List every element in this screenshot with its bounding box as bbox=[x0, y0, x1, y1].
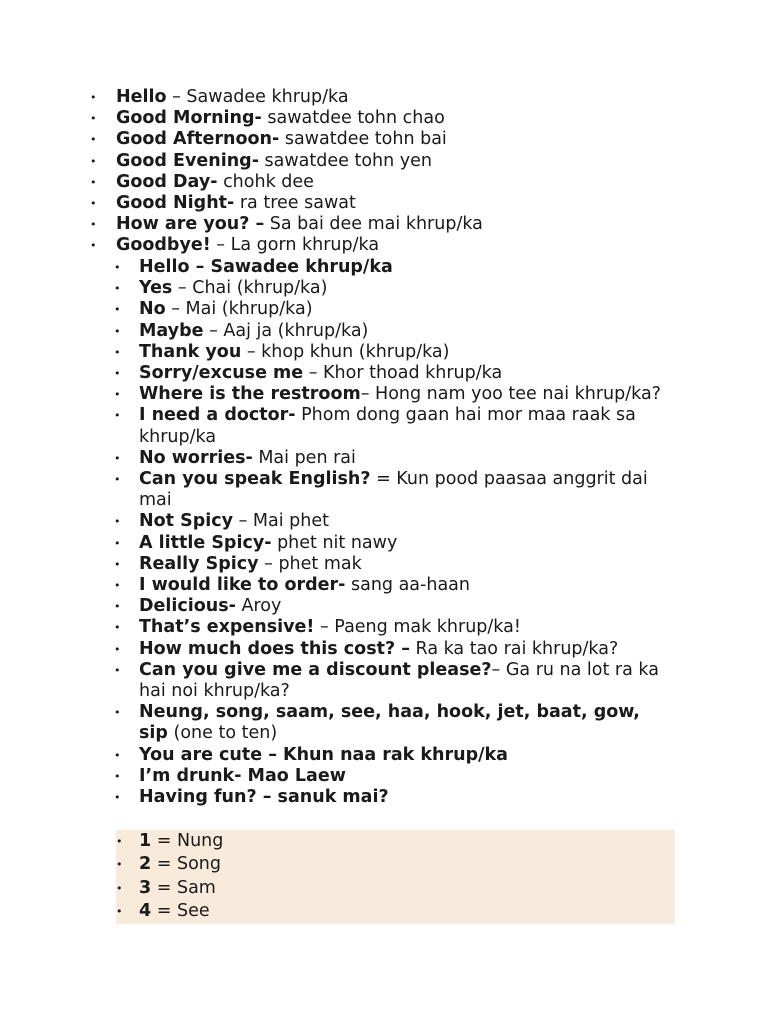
numbers-list bbox=[116, 830, 675, 924]
phrase-term: I’m drunk- Mao Laew bbox=[139, 765, 346, 786]
bullet-icon: • bbox=[116, 858, 123, 872]
phrase-translation: – Mai phet bbox=[233, 511, 329, 532]
list-item bbox=[90, 151, 690, 172]
phrase-translation: = Nung bbox=[151, 831, 224, 851]
phrase-term: Good Evening- bbox=[116, 150, 259, 171]
phrase-term: Can you speak English? bbox=[139, 469, 371, 490]
phrase-term: No bbox=[139, 299, 166, 320]
phrase-term: Really Spicy bbox=[139, 553, 259, 574]
phrase-term: Maybe bbox=[139, 320, 204, 341]
phrase-translation: Phom dong gaan hai mor maa raak sa khrup/ka bbox=[139, 405, 636, 447]
phrase-term: Good Night- bbox=[116, 193, 235, 214]
phrase-translation: – khop khun (khrup/ka) bbox=[241, 341, 450, 362]
bullet-icon: • bbox=[114, 473, 121, 487]
phrase-term: Good Morning- bbox=[116, 108, 262, 129]
phrase-term: Yes bbox=[139, 278, 173, 299]
phrase-term: No worries- bbox=[139, 447, 253, 468]
list-item bbox=[90, 193, 690, 214]
list-item bbox=[114, 321, 674, 342]
list-item bbox=[114, 745, 674, 766]
bullet-icon: • bbox=[90, 239, 97, 253]
phrase-term: 4 bbox=[139, 901, 152, 922]
bullet-icon: • bbox=[114, 557, 121, 571]
list-item bbox=[90, 172, 690, 193]
list-item bbox=[114, 596, 674, 617]
list-item bbox=[90, 235, 690, 256]
phrase-translation: = Sam bbox=[151, 877, 216, 898]
list-item bbox=[114, 257, 674, 278]
phrase-term: How are you? – bbox=[116, 214, 265, 235]
bullet-icon: • bbox=[114, 536, 121, 550]
list-item bbox=[114, 533, 674, 554]
bullet-icon: • bbox=[114, 367, 121, 381]
list-item bbox=[116, 830, 675, 853]
bullet-icon: • bbox=[114, 642, 121, 656]
phrase-translation: sawatdee tohn bai bbox=[279, 129, 447, 150]
list-item bbox=[116, 900, 675, 923]
list-item bbox=[116, 877, 675, 900]
phrase-translation: – Ga ru na lot ra ka hai noi khrup/ka? bbox=[139, 659, 659, 702]
bullet-icon: • bbox=[114, 282, 121, 296]
phrase-translation: – Khor thoad khrup/ka bbox=[303, 363, 503, 384]
phrase-term: Goodbye! bbox=[116, 235, 211, 256]
list-item bbox=[114, 469, 674, 511]
phrase-translation: = See bbox=[151, 901, 210, 922]
phrase-translation: phet nit nawy bbox=[271, 532, 398, 553]
phrase-term: 3 bbox=[139, 877, 152, 898]
phrase-translation: – Aaj ja (khrup/ka) bbox=[203, 320, 369, 341]
phrase-term: I would like to order- bbox=[139, 575, 346, 596]
bullet-icon: • bbox=[114, 451, 121, 465]
phrase-translation: Ra ka tao rai khrup/ka? bbox=[409, 638, 619, 659]
bullet-icon: • bbox=[114, 388, 121, 402]
phrase-translation: Aroy bbox=[235, 596, 282, 617]
list-item bbox=[114, 554, 674, 575]
list-item bbox=[114, 575, 674, 596]
list-item bbox=[114, 342, 674, 363]
list-item bbox=[114, 384, 674, 405]
phrase-translation: – Sawadee khrup/ka bbox=[166, 87, 349, 107]
phrase-term: Where is the restroom bbox=[139, 384, 361, 405]
phrase-translation: – Mai (khrup/ka) bbox=[165, 299, 313, 320]
phrase-translation: Mai pen rai bbox=[252, 447, 356, 468]
bullet-icon: • bbox=[90, 197, 97, 211]
bullet-icon: • bbox=[116, 835, 123, 848]
bullet-icon: • bbox=[90, 133, 97, 147]
phrase-translation: = Kun pood paasaa anggrit dai mai bbox=[139, 469, 648, 511]
bullet-icon: • bbox=[90, 112, 97, 126]
phrase-term: Thank you bbox=[139, 341, 242, 362]
bullet-icon: • bbox=[116, 905, 123, 919]
phrase-translation: sang aa-haan bbox=[345, 575, 470, 596]
phrase-translation: – Chai (khrup/ka) bbox=[172, 278, 328, 299]
phrase-translation: sawatdee tohn chao bbox=[261, 108, 445, 129]
bullet-icon: • bbox=[114, 706, 121, 720]
phrase-term: Having fun? – sanuk mai? bbox=[139, 787, 389, 808]
list-item bbox=[114, 299, 674, 320]
list-item bbox=[114, 787, 674, 808]
list-item bbox=[114, 278, 674, 299]
phrase-translation: – Hong nam yoo tee nai khrup/ka? bbox=[360, 384, 661, 405]
bullet-icon: • bbox=[116, 881, 123, 895]
bullet-icon: • bbox=[114, 769, 121, 783]
list-item bbox=[90, 214, 690, 235]
bullet-icon: • bbox=[114, 748, 121, 762]
phrase-term: Good Day- bbox=[116, 171, 218, 192]
list-item bbox=[114, 405, 674, 447]
phrase-term: Sorry/excuse me bbox=[139, 363, 304, 384]
basic-greetings-list bbox=[90, 87, 690, 257]
bullet-icon: • bbox=[90, 154, 97, 168]
phrase-translation: ra tree sawat bbox=[234, 193, 356, 214]
list-item bbox=[114, 511, 674, 532]
list-item bbox=[114, 448, 674, 469]
bullet-icon: • bbox=[90, 91, 97, 104]
phrase-term: Not Spicy bbox=[139, 511, 234, 532]
list-item bbox=[114, 660, 674, 702]
phrase-term: Can you give me a discount please? bbox=[139, 659, 492, 680]
bullet-icon: • bbox=[114, 324, 121, 338]
list-item bbox=[116, 853, 675, 876]
bullet-icon: • bbox=[114, 303, 121, 317]
phrase-term: 1 bbox=[139, 831, 152, 851]
phrase-term: That’s expensive! bbox=[139, 617, 315, 638]
bullet-icon: • bbox=[114, 515, 121, 529]
phrase-term: A little Spicy- bbox=[139, 532, 272, 553]
phrase-term: Good Afternoon- bbox=[116, 129, 280, 150]
phrase-translation: Sa bai dee mai khrup/ka bbox=[264, 214, 483, 235]
list-item bbox=[90, 129, 690, 150]
phrase-translation: (one to ten) bbox=[167, 723, 278, 744]
list-item bbox=[90, 108, 690, 129]
phrase-translation: – La gorn khrup/ka bbox=[210, 235, 380, 256]
list-item bbox=[114, 639, 674, 660]
phrase-translation: – phet mak bbox=[258, 553, 362, 574]
bullet-icon: • bbox=[114, 600, 121, 614]
phrase-term: Hello – Sawadee khrup/ka bbox=[139, 257, 393, 277]
bullet-icon: • bbox=[114, 791, 121, 805]
phrase-term: You are cute – Khun naa rak khrup/ka bbox=[139, 744, 508, 765]
phrase-term: 2 bbox=[139, 854, 152, 875]
phrase-term: Delicious- bbox=[139, 596, 236, 617]
phrase-translation: = Song bbox=[151, 854, 221, 875]
phrase-term: I need a doctor- bbox=[139, 405, 296, 426]
phrase-term: How much does this cost? – bbox=[139, 638, 410, 659]
common-phrases-list bbox=[114, 257, 674, 808]
bullet-icon: • bbox=[114, 621, 121, 635]
bullet-icon: • bbox=[90, 218, 97, 232]
list-item bbox=[114, 363, 674, 384]
bullet-icon: • bbox=[114, 261, 121, 274]
phrase-translation: – Paeng mak khrup/ka! bbox=[314, 617, 521, 638]
list-item bbox=[114, 617, 674, 638]
bullet-icon: • bbox=[114, 409, 121, 423]
list-item bbox=[114, 702, 674, 744]
phrase-term: Hello bbox=[116, 87, 167, 107]
bullet-icon: • bbox=[114, 663, 121, 677]
list-item bbox=[90, 87, 690, 108]
bullet-icon: • bbox=[90, 175, 97, 189]
phrase-term: Neung, song, saam, see, haa, hook, jet, baat, gow, sip bbox=[139, 702, 640, 744]
bullet-icon: • bbox=[114, 345, 121, 359]
phrase-translation: chohk dee bbox=[217, 171, 314, 192]
list-item bbox=[114, 766, 674, 787]
bullet-icon: • bbox=[114, 579, 121, 593]
phrase-translation: sawatdee tohn yen bbox=[258, 150, 433, 171]
